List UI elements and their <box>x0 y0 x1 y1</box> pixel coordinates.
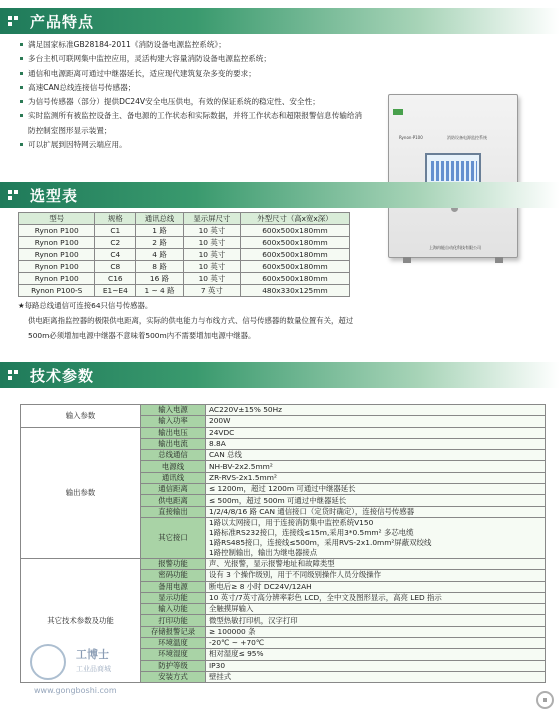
table-row <box>19 273 350 285</box>
param-value: ≤ 1200m，超过 1200m 可通过中继器延长 <box>206 484 546 495</box>
section-title: 技术参数 <box>30 367 95 385</box>
table-cell: C16 <box>95 273 136 285</box>
param-value: 1/2/4/8/16 路 CAN 通信接口（定货时确定），连接信号传感器 <box>206 506 546 517</box>
table-cell: 10 英寸 <box>183 261 240 273</box>
table-row <box>21 427 546 438</box>
device-image <box>388 94 518 258</box>
table-cell: 7 英寸 <box>183 285 240 297</box>
feature-item: 多台主机可联网集中监控应用，灵活构建大容量消防设备电源监控系统； <box>20 52 365 66</box>
param-value: CAN 总线 <box>206 450 546 461</box>
param-value: 200W <box>206 416 546 427</box>
device-foot <box>495 257 503 263</box>
table-cell: 600x500x180mm <box>240 273 349 285</box>
table-header: 显示屏尺寸 <box>183 213 240 225</box>
table-cell: 600x500x180mm <box>240 249 349 261</box>
table-header: 外型尺寸（高x宽x深） <box>240 213 349 225</box>
param-name: 环境温度 <box>141 638 206 649</box>
param-name: 电源线 <box>141 461 206 472</box>
table-cell: 2 路 <box>136 237 184 249</box>
param-value: 相对湿度≤ 95% <box>206 649 546 660</box>
watermark-text: 工博士 <box>76 648 109 661</box>
table-cell: Rynon P100-S <box>19 285 95 297</box>
table-row <box>19 225 350 237</box>
param-value: -20℃ ~ +70℃ <box>206 638 546 649</box>
table-cell: E1~E4 <box>95 285 136 297</box>
zoom-icon[interactable] <box>536 691 554 709</box>
note-line: ★每路总线通信可连接64只信号传感器。 <box>18 301 153 310</box>
table-row <box>21 405 546 416</box>
param-value: 微型热敏打印机，汉字打印 <box>206 615 546 626</box>
param-value: 设有 3 个操作级别，用于不同级别操作人员分级操作 <box>206 570 546 581</box>
param-name: 密码功能 <box>141 570 206 581</box>
param-value: AC220V±15% 50Hz <box>206 405 546 416</box>
table-cell: 10 英寸 <box>183 249 240 261</box>
param-name: 防护等级 <box>141 660 206 671</box>
table-cell: 1 路 <box>136 225 184 237</box>
feature-item: 可以扩展到因特网云端应用。 <box>20 138 365 152</box>
param-name: 安装方式 <box>141 671 206 682</box>
param-category: 其它技术参数及功能 <box>21 558 141 682</box>
table-cell: 4 路 <box>136 249 184 261</box>
decorative-dots-icon <box>8 190 22 200</box>
device-foot <box>403 257 411 263</box>
param-value: 壁挂式 <box>206 671 546 682</box>
watermark-url: www.gongboshi.com <box>34 686 117 695</box>
table-row <box>19 261 350 273</box>
table-cell: C4 <box>95 249 136 261</box>
param-name: 通讯线 <box>141 472 206 483</box>
table-cell: Rynon P100 <box>19 237 95 249</box>
table-header: 规格 <box>95 213 136 225</box>
param-name: 报警功能 <box>141 558 206 569</box>
param-name: 输入电源 <box>141 405 206 416</box>
param-name: 输出电流 <box>141 438 206 449</box>
param-value: ZR-RVS-2x1.5mm² <box>206 472 546 483</box>
section-header-tech <box>0 362 560 388</box>
table-cell: 1 ~ 4 路 <box>136 285 184 297</box>
device-company: 上海冉能自动化科技有限公司 <box>429 245 481 250</box>
param-name: 环境湿度 <box>141 649 206 660</box>
param-value: 全触摸屏输入 <box>206 604 546 615</box>
table-cell: C2 <box>95 237 136 249</box>
section-title: 产品特点 <box>30 13 95 31</box>
table-cell: 480x330x125mm <box>240 285 349 297</box>
table-cell: Rynon P100 <box>19 261 95 273</box>
table-cell: 10 英寸 <box>183 273 240 285</box>
table-row <box>21 558 546 569</box>
param-value: IP30 <box>206 660 546 671</box>
param-value: ≥ 100000 条 <box>206 626 546 637</box>
table-cell: C8 <box>95 261 136 273</box>
param-name: 直接输出 <box>141 506 206 517</box>
decorative-dots-icon <box>8 370 22 380</box>
param-name: 输入功率 <box>141 416 206 427</box>
section-title: 选型表 <box>30 187 79 205</box>
device-brand: Rynon·P100 <box>399 135 423 140</box>
param-name: 供电距离 <box>141 495 206 506</box>
param-name: 通信距离 <box>141 484 206 495</box>
param-name: 存储报警记录 <box>141 626 206 637</box>
table-cell: 600x500x180mm <box>240 225 349 237</box>
table-cell: Rynon P100 <box>19 249 95 261</box>
table-cell: 600x500x180mm <box>240 237 349 249</box>
param-value: 10 英寸/7英寸高分辨率彩色 LCD，全中文及图形显示，高亮 LED 指示 <box>206 592 546 603</box>
section-header-features <box>0 8 560 34</box>
feature-item: 为信号传感器（部分）提供DC24V安全电压供电，有效的保证系统的稳定性、安全性； <box>20 95 365 109</box>
table-header-row <box>19 213 350 225</box>
table-cell: 8 路 <box>136 261 184 273</box>
param-name: 打印功能 <box>141 615 206 626</box>
param-value: 24VDC <box>206 427 546 438</box>
table-row <box>19 285 350 297</box>
param-name: 输入功能 <box>141 604 206 615</box>
table-header: 型号 <box>19 213 95 225</box>
section-header-selection <box>0 182 560 208</box>
table-cell: 16 路 <box>136 273 184 285</box>
brand-logo-icon <box>393 109 403 115</box>
table-cell: 600x500x180mm <box>240 261 349 273</box>
table-row <box>19 249 350 261</box>
feature-item: 满足国家标准GB28184-2011《消防设备电源监控系统》； <box>20 38 365 52</box>
selection-table <box>18 212 350 297</box>
param-category: 输入参数 <box>21 405 141 428</box>
table-cell: Rynon P100 <box>19 273 95 285</box>
feature-item: 通信和电源距离可通过中继器延长，适应现代建筑复杂多变的要求； <box>20 67 365 81</box>
watermark-text: 工业品商城 <box>76 665 111 673</box>
table-cell: 10 英寸 <box>183 225 240 237</box>
device-title: 消防设备电源监控系统 <box>447 135 487 140</box>
param-value: 断电后≥ 8 小时 DC24V/12AH <box>206 581 546 592</box>
param-value: 8.8A <box>206 438 546 449</box>
param-value: 声、光报警，显示报警地址和故障类型 <box>206 558 546 569</box>
param-name: 显示功能 <box>141 592 206 603</box>
tech-param-table <box>20 404 546 683</box>
table-cell: C1 <box>95 225 136 237</box>
param-name: 备用电源 <box>141 581 206 592</box>
notes <box>18 298 363 343</box>
feature-item: 实时监测所有被监控设备主、备电源的工作状态和实际数据，并将工作状态和超限报警信息传输给消防控制室图形显示装置； <box>20 109 365 138</box>
note-line: 供电距离指监控器的极限供电距离，实际的供电能力与布线方式、信号传感器的数量位置有关，超过500m必须增加电源中继器不意味着500m内不需要增加电源中继器。 <box>28 316 354 340</box>
param-value: NH-BV-2x2.5mm² <box>206 461 546 472</box>
param-name: 总线通信 <box>141 450 206 461</box>
feature-list <box>20 38 365 152</box>
table-cell: Rynon P100 <box>19 225 95 237</box>
param-value: ≤ 500m，超过 500m 可通过中继器延长 <box>206 495 546 506</box>
decorative-dots-icon <box>8 16 22 26</box>
feature-item: 高速CAN总线连接信号传感器； <box>20 81 365 95</box>
param-category: 输出参数 <box>21 427 141 558</box>
param-name: 输出电压 <box>141 427 206 438</box>
table-header: 通讯总线 <box>136 213 184 225</box>
table-row <box>19 237 350 249</box>
param-name: 其它接口 <box>141 517 206 558</box>
param-value: 1路以太网接口，用于连接消防集中监控系统V150 1路标准RS232接口，连接线≤15m,采用3*0.5mm² 多芯电缆 1路RS485接口，连接线≤500m，采用RVS-2x1.0mm²屏蔽双绞线 1路控制输出，输出为继电器接点 <box>206 517 546 558</box>
table-cell: 10 英寸 <box>183 237 240 249</box>
